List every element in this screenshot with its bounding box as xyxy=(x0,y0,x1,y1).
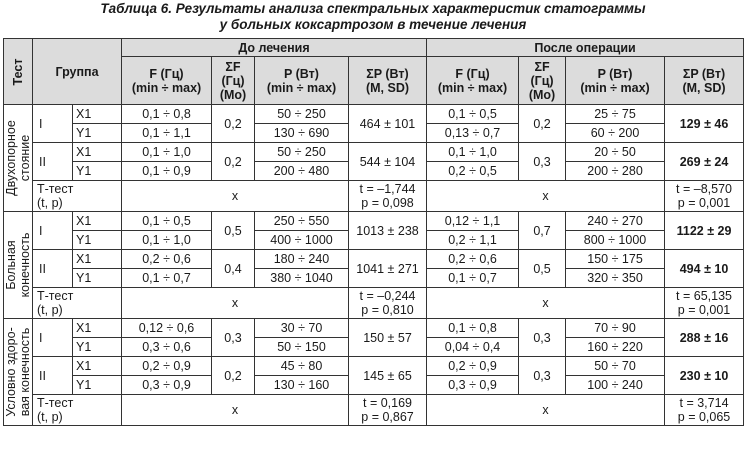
p-range-before: 250 ÷ 550 xyxy=(255,212,349,231)
group-label: I xyxy=(33,212,73,250)
subgroup-label: X1 xyxy=(73,250,122,269)
sp-before: 544 ± 104 xyxy=(349,143,427,181)
sp-before: 145 ± 65 xyxy=(349,357,427,395)
ttest-result-after: t = 3,714 p = 0,065 xyxy=(665,395,744,426)
ttest-result-before: t = –1,744 p = 0,098 xyxy=(349,181,427,212)
f-range-before: 0,1 ÷ 1,0 xyxy=(122,143,212,162)
ttest-label: Т-тест (t, p) xyxy=(33,288,122,319)
p-range-after: 70 ÷ 90 xyxy=(566,319,665,338)
f-range-after: 0,04 ÷ 0,4 xyxy=(427,338,519,357)
f-range-after: 0,1 ÷ 0,5 xyxy=(427,105,519,124)
f-range-after: 0,1 ÷ 1,0 xyxy=(427,143,519,162)
subgroup-label: X1 xyxy=(73,143,122,162)
caption-line-2: у больных коксартрозом в течение лечения xyxy=(219,17,527,32)
sf-after: 0,5 xyxy=(519,250,566,288)
f-range-before: 0,2 ÷ 0,9 xyxy=(122,357,212,376)
header-p-before: P (Вт) (min ÷ max) xyxy=(255,57,349,105)
group-label: I xyxy=(33,105,73,143)
subgroup-label: Y1 xyxy=(73,231,122,250)
p-range-after: 50 ÷ 70 xyxy=(566,357,665,376)
ttest-x-before: x xyxy=(122,395,349,426)
sp-after: 230 ± 10 xyxy=(665,357,744,395)
f-range-before: 0,1 ÷ 0,9 xyxy=(122,162,212,181)
f-range-after: 0,1 ÷ 0,7 xyxy=(427,269,519,288)
ttest-row xyxy=(4,181,744,212)
f-range-before: 0,1 ÷ 0,8 xyxy=(122,105,212,124)
f-range-after: 0,2 ÷ 0,9 xyxy=(427,357,519,376)
header-sp-before: ΣP (Вт) (M, SD) xyxy=(349,57,427,105)
p-range-before: 50 ÷ 150 xyxy=(255,338,349,357)
subgroup-label: Y1 xyxy=(73,162,122,181)
f-range-before: 0,2 ÷ 0,6 xyxy=(122,250,212,269)
p-range-after: 240 ÷ 270 xyxy=(566,212,665,231)
header-before: До лечения xyxy=(122,39,427,57)
subgroup-label: Y1 xyxy=(73,269,122,288)
sf-after: 0,2 xyxy=(519,105,566,143)
sf-before: 0,2 xyxy=(212,105,255,143)
sf-after: 0,7 xyxy=(519,212,566,250)
sf-before: 0,2 xyxy=(212,143,255,181)
table-caption xyxy=(0,0,746,38)
f-range-before: 0,3 ÷ 0,9 xyxy=(122,376,212,395)
p-range-after: 150 ÷ 175 xyxy=(566,250,665,269)
sp-after: 494 ± 10 xyxy=(665,250,744,288)
table-row xyxy=(4,105,744,124)
header-p-after: P (Вт) (min ÷ max) xyxy=(566,57,665,105)
test-name: Больная конечность xyxy=(4,232,32,298)
test-name: Условно здоро- вая конечность xyxy=(4,327,32,417)
ttest-x-before: x xyxy=(122,181,349,212)
ttest-result-after: t = –8,570 p = 0,001 xyxy=(665,181,744,212)
f-range-after: 0,1 ÷ 0,8 xyxy=(427,319,519,338)
sp-before: 464 ± 101 xyxy=(349,105,427,143)
f-range-before: 0,1 ÷ 0,7 xyxy=(122,269,212,288)
test-name-cell xyxy=(4,319,33,426)
p-range-after: 60 ÷ 200 xyxy=(566,124,665,143)
ttest-result-before: t = –0,244 p = 0,810 xyxy=(349,288,427,319)
sp-before: 1013 ± 238 xyxy=(349,212,427,250)
p-range-before: 200 ÷ 480 xyxy=(255,162,349,181)
p-range-before: 130 ÷ 690 xyxy=(255,124,349,143)
group-label: II xyxy=(33,250,73,288)
header-f-before: F (Гц) (min ÷ max) xyxy=(122,57,212,105)
p-range-before: 45 ÷ 80 xyxy=(255,357,349,376)
p-range-before: 130 ÷ 160 xyxy=(255,376,349,395)
sf-before: 0,3 xyxy=(212,319,255,357)
sf-after: 0,3 xyxy=(519,319,566,357)
f-range-after: 0,2 ÷ 1,1 xyxy=(427,231,519,250)
ttest-row xyxy=(4,395,744,426)
p-range-after: 25 ÷ 75 xyxy=(566,105,665,124)
p-range-after: 200 ÷ 280 xyxy=(566,162,665,181)
ttest-row xyxy=(4,288,744,319)
f-range-after: 0,2 ÷ 0,5 xyxy=(427,162,519,181)
table-row xyxy=(4,143,744,162)
subgroup-label: Y1 xyxy=(73,124,122,143)
group-label: II xyxy=(33,357,73,395)
results-table xyxy=(3,38,744,426)
group-label: II xyxy=(33,143,73,181)
caption-line-1: Таблица 6. Результаты анализа спектральных характеристик статограммы xyxy=(100,1,646,16)
f-range-after: 0,2 ÷ 0,6 xyxy=(427,250,519,269)
test-name: Двухопорное стояние xyxy=(4,120,32,196)
p-range-before: 400 ÷ 1000 xyxy=(255,231,349,250)
test-name-cell xyxy=(4,212,33,319)
table-row xyxy=(4,357,744,376)
sp-after: 1122 ± 29 xyxy=(665,212,744,250)
p-range-before: 30 ÷ 70 xyxy=(255,319,349,338)
sp-after: 288 ± 16 xyxy=(665,319,744,357)
f-range-after: 0,13 ÷ 0,7 xyxy=(427,124,519,143)
test-name-cell xyxy=(4,105,33,212)
header-f-after: F (Гц) (min ÷ max) xyxy=(427,57,519,105)
f-range-before: 0,1 ÷ 0,5 xyxy=(122,212,212,231)
table-row xyxy=(4,212,744,231)
ttest-result-after: t = 65,135 p = 0,001 xyxy=(665,288,744,319)
p-range-before: 180 ÷ 240 xyxy=(255,250,349,269)
sf-after: 0,3 xyxy=(519,143,566,181)
header-sf-after: ΣF (Гц) (Мо) xyxy=(519,57,566,105)
p-range-after: 800 ÷ 1000 xyxy=(566,231,665,250)
ttest-x-after: x xyxy=(427,288,665,319)
header-after: После операции xyxy=(427,39,744,57)
sf-after: 0,3 xyxy=(519,357,566,395)
header-sp-after: ΣP (Вт) (M, SD) xyxy=(665,57,744,105)
p-range-before: 380 ÷ 1040 xyxy=(255,269,349,288)
p-range-after: 320 ÷ 350 xyxy=(566,269,665,288)
subgroup-label: X1 xyxy=(73,105,122,124)
p-range-before: 50 ÷ 250 xyxy=(255,143,349,162)
subgroup-label: X1 xyxy=(73,319,122,338)
f-range-after: 0,12 ÷ 1,1 xyxy=(427,212,519,231)
sp-before: 1041 ± 271 xyxy=(349,250,427,288)
p-range-after: 160 ÷ 220 xyxy=(566,338,665,357)
header-test: Тест xyxy=(4,39,33,105)
subgroup-label: Y1 xyxy=(73,338,122,357)
ttest-x-after: x xyxy=(427,395,665,426)
sp-after: 269 ± 24 xyxy=(665,143,744,181)
ttest-result-before: t = 0,169 p = 0,867 xyxy=(349,395,427,426)
ttest-label: Т-тест (t, p) xyxy=(33,181,122,212)
f-range-before: 0,1 ÷ 1,1 xyxy=(122,124,212,143)
table-row xyxy=(4,250,744,269)
sp-after: 129 ± 46 xyxy=(665,105,744,143)
subgroup-label: Y1 xyxy=(73,376,122,395)
sf-before: 0,2 xyxy=(212,357,255,395)
group-label: I xyxy=(33,319,73,357)
header-sf-before: ΣF (Гц) (Мо) xyxy=(212,57,255,105)
f-range-after: 0,3 ÷ 0,9 xyxy=(427,376,519,395)
header-row-top xyxy=(4,39,744,57)
subgroup-label: X1 xyxy=(73,357,122,376)
sf-before: 0,5 xyxy=(212,212,255,250)
f-range-before: 0,12 ÷ 0,6 xyxy=(122,319,212,338)
table-body xyxy=(4,105,744,426)
table-row xyxy=(4,319,744,338)
subgroup-label: X1 xyxy=(73,212,122,231)
ttest-x-before: x xyxy=(122,288,349,319)
p-range-after: 20 ÷ 50 xyxy=(566,143,665,162)
p-range-before: 50 ÷ 250 xyxy=(255,105,349,124)
header-group: Группа xyxy=(33,39,122,105)
sp-before: 150 ± 57 xyxy=(349,319,427,357)
ttest-label: Т-тест (t, p) xyxy=(33,395,122,426)
p-range-after: 100 ÷ 240 xyxy=(566,376,665,395)
ttest-x-after: x xyxy=(427,181,665,212)
sf-before: 0,4 xyxy=(212,250,255,288)
f-range-before: 0,3 ÷ 0,6 xyxy=(122,338,212,357)
f-range-before: 0,1 ÷ 1,0 xyxy=(122,231,212,250)
